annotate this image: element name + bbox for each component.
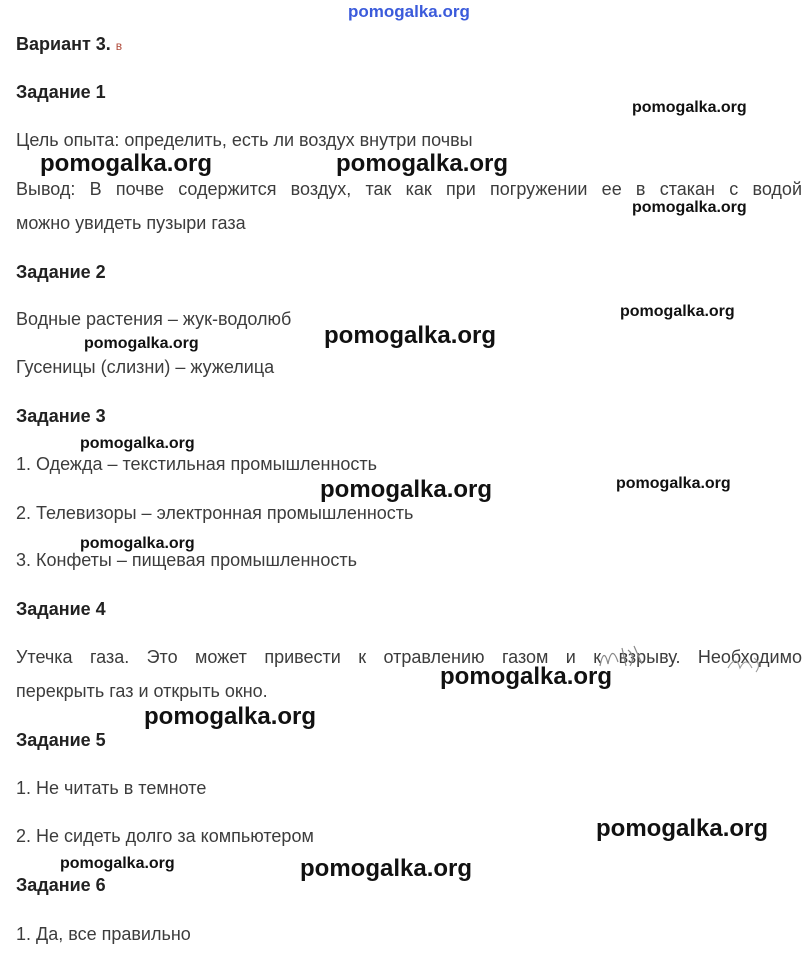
task-2-line-1: Водные растения – жук-водолюб [16,309,292,329]
task-5-line-2: 2. Не сидеть долго за компьютером [16,826,314,846]
watermark: pomogalka.org [616,475,731,492]
watermark: pomogalka.org [80,435,195,452]
task-3-line-2: 2. Телевизоры – электронная промышленность [16,503,414,523]
watermark: pomogalka.org [440,663,613,690]
watermark: pomogalka.org [336,150,509,177]
watermark: pomogalka.org [324,322,497,349]
task-1-line-2: Вывод: В почве содержится воздух, так как при погружении ее в стакан с водой [16,179,802,199]
task-6-heading: Задание 6 [16,875,106,895]
watermark: pomogalka.org [84,335,199,352]
watermark: pomogalka.org [300,855,473,882]
handwriting-scribble-2 [726,650,766,676]
watermark: pomogalka.org [632,199,747,216]
task-1-line-3: можно увидеть пузыри газа [16,213,246,233]
task-2-line-2: Гусеницы (слизни) – жужелица [16,357,275,377]
variant-title-text: Вариант 3. [16,34,111,54]
watermark: pomogalka.org [632,99,747,116]
task-3-heading: Задание 3 [16,406,106,426]
task-4-line-2: перекрыть газ и открыть окно. [16,681,268,701]
watermark: pomogalka.org [596,815,769,842]
watermark: pomogalka.org [144,703,317,730]
header-watermark: pomogalka.org [348,2,470,21]
task-4-line-1: Утечка газа. Это может привести к отравлению газом и к взрыву. Необходимо [16,647,802,667]
task-6-line-1: 1. Да, все правильно [16,924,191,944]
task-2-heading: Задание 2 [16,262,106,282]
task-5-heading: Задание 5 [16,730,106,750]
watermark: pomogalka.org [60,855,175,872]
variant-title [16,34,122,55]
task-1-line-1: Цель опыта: определить, есть ли воздух внутри почвы [16,130,473,150]
watermark: pomogalka.org [620,303,735,320]
watermark: pomogalka.org [320,476,493,503]
task-4-heading: Задание 4 [16,599,106,619]
task-5-line-1: 1. Не читать в темноте [16,778,207,798]
task-1-heading: Задание 1 [16,82,106,102]
watermark: pomogalka.org [40,150,213,177]
watermark: pomogalka.org [80,535,195,552]
task-3-line-1: 1. Одежда – текстильная промышленность [16,454,378,474]
task-3-line-3: 3. Конфеты – пищевая промышленность [16,550,357,570]
variant-title-mark: в [115,39,123,53]
